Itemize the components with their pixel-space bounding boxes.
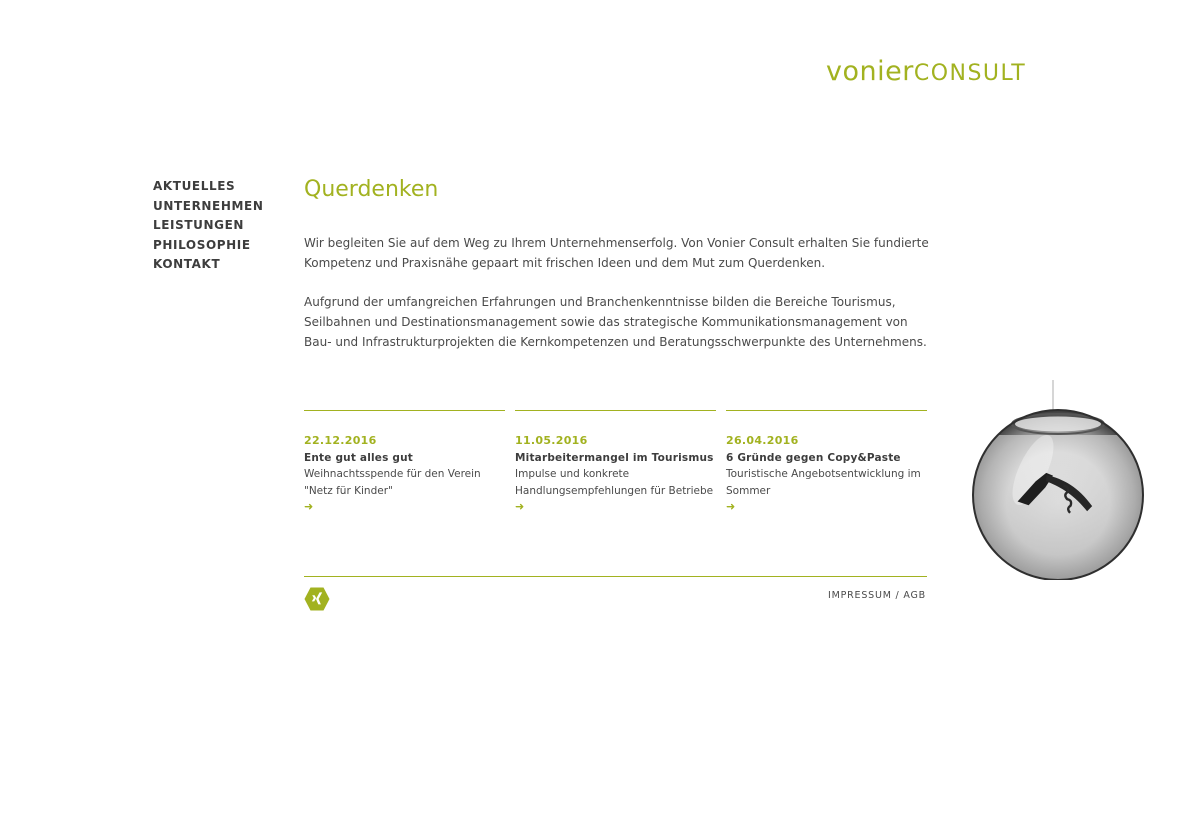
news-item-1: [304, 410, 505, 516]
logo-part-vonier: vonier: [826, 56, 914, 87]
news-date: 22.12.2016: [304, 434, 377, 447]
news-date: 11.05.2016: [515, 434, 588, 447]
news-headline[interactable]: Mitarbeitermangel im Tourismus: [515, 451, 714, 464]
nav-item-aktuelles[interactable]: AKTUELLES: [153, 179, 236, 193]
footer-links: [780, 590, 926, 601]
nav-item-leistungen[interactable]: LEISTUNGEN: [153, 218, 245, 232]
news-teaser: Weihnachtsspende für den Verein "Netz für Kinder": [304, 468, 481, 497]
arrow-right-icon[interactable]: ➜: [726, 500, 736, 513]
news-date: 26.04.2016: [726, 434, 799, 447]
nav-item-unternehmen[interactable]: UNTERNEHMEN: [153, 198, 264, 213]
intro-text: [304, 234, 934, 373]
news-headline[interactable]: Ente gut alles gut: [304, 451, 414, 464]
xing-icon[interactable]: [304, 587, 330, 611]
footer-separator: /: [891, 590, 904, 601]
news-item-2: [515, 410, 716, 516]
arrow-right-icon[interactable]: ➜: [515, 500, 525, 513]
news-teaser: Impulse und konkrete Handlungsempfehlungen für Betriebe: [515, 468, 714, 497]
arrow-right-icon[interactable]: ➜: [304, 500, 314, 513]
intro-paragraph-2: Aufgrund der umfangreichen Erfahrungen und Branchenkenntnisse bilden die Bereiche Tourismus, Seilbahnen und Destinationsmanagement sowie das strategische Kommunikationsmanagement von Bau- und Infrastrukturprojekten die Kernkompetenzen und Beratungsschwerpunkte des Unternehmens.: [304, 295, 927, 349]
impressum-link[interactable]: IMPRESSUM: [827, 590, 892, 601]
main-nav: [153, 177, 263, 275]
logo-part-consult: CONSULT: [913, 61, 1027, 86]
agb-link[interactable]: AGB: [903, 590, 926, 601]
fishbowl-corkscrew-image: [963, 380, 1153, 580]
nav-item-philosophie[interactable]: PHILOSOPHIE: [153, 237, 251, 252]
news-item-3: [726, 410, 927, 516]
page-title: Querdenken: [304, 177, 439, 202]
footer-divider: [304, 576, 927, 577]
news-headline[interactable]: 6 Gründe gegen Copy&Paste: [726, 451, 901, 464]
news-teaser: Touristische Angebotsentwicklung im Sommer: [726, 468, 921, 497]
logo[interactable]: [826, 58, 1026, 85]
nav-item-kontakt[interactable]: KONTAKT: [153, 257, 221, 271]
intro-paragraph-1: Wir begleiten Sie auf dem Weg zu Ihrem Unternehmenserfolg. Von Vonier Consult erhalten Sie fundierte Kompetenz und Praxisnähe gepaart mit frischen Ideen und dem Mut zum Querdenken.: [304, 236, 929, 270]
